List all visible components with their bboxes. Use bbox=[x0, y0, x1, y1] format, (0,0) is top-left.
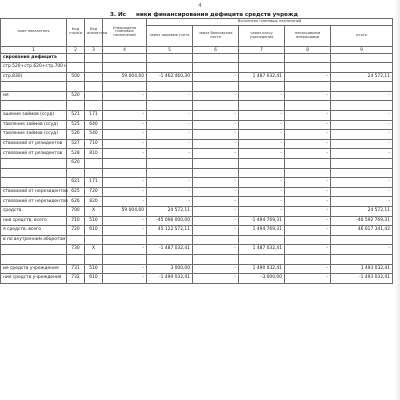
cell-personal bbox=[147, 235, 193, 245]
cell-code: 730 bbox=[67, 245, 85, 255]
cell-cash: 1 494 769,31 bbox=[239, 226, 285, 236]
cell-name: ствований от нерезидентов bbox=[1, 197, 67, 207]
cell-noncash: - bbox=[285, 226, 331, 236]
cell-noncash: - bbox=[285, 72, 331, 82]
cell-bank: - bbox=[193, 226, 239, 236]
cell-approved bbox=[103, 53, 147, 63]
cell-bank: - bbox=[193, 91, 239, 101]
cell-name: ния средств, всего bbox=[1, 216, 67, 226]
cell-cash: - bbox=[239, 130, 285, 140]
cell-name: я средств, всего bbox=[1, 226, 67, 236]
cell-total bbox=[331, 168, 393, 178]
cell-approved: - bbox=[103, 149, 147, 159]
cell-code: 621 bbox=[67, 178, 85, 188]
cell-bank: - bbox=[193, 216, 239, 226]
cell-code: 525 bbox=[67, 120, 85, 130]
cell-approved: - bbox=[103, 274, 147, 284]
cell-approved: - bbox=[103, 264, 147, 274]
cell-cash bbox=[239, 168, 285, 178]
cell-bank: - bbox=[193, 72, 239, 82]
cell-name bbox=[1, 254, 67, 264]
column-index-cell: 2 bbox=[67, 46, 85, 53]
cell-name bbox=[1, 101, 67, 111]
header-line-code: Код строки bbox=[67, 19, 85, 47]
cell-name: стр.830) bbox=[1, 72, 67, 82]
cell-personal: - bbox=[147, 178, 193, 188]
cell-an bbox=[85, 235, 103, 245]
cell-total: 24 572,11 bbox=[331, 72, 393, 82]
cell-personal: - bbox=[147, 197, 193, 207]
table-row bbox=[1, 168, 393, 178]
cell-name: ашение займов (ссуд) bbox=[1, 111, 67, 121]
cell-noncash bbox=[285, 53, 331, 63]
cell-cash: -1 494 769,31 bbox=[239, 216, 285, 226]
table-row bbox=[1, 53, 393, 63]
cell-cash: - bbox=[239, 139, 285, 149]
cell-cash bbox=[239, 53, 285, 63]
cell-approved: - bbox=[103, 197, 147, 207]
cell-cash: - bbox=[239, 207, 285, 217]
cell-code: 526 bbox=[67, 130, 85, 140]
cell-bank: - bbox=[193, 139, 239, 149]
cell-noncash: - bbox=[285, 245, 331, 255]
cell-bank: - bbox=[193, 207, 239, 217]
cell-code: 720 bbox=[67, 226, 85, 236]
cell-name: ия bbox=[1, 91, 67, 101]
cell-total: - bbox=[331, 91, 393, 101]
cell-noncash: - bbox=[285, 197, 331, 207]
table-row bbox=[1, 178, 393, 188]
cell-cash: -3 000,00 bbox=[239, 274, 285, 284]
table-row bbox=[1, 254, 393, 264]
cell-total: - bbox=[331, 139, 393, 149]
cell-personal: 3 000,00 bbox=[147, 264, 193, 274]
cell-cash: 1 487 032,41 bbox=[239, 72, 285, 82]
cell-code bbox=[67, 254, 85, 264]
cell-an bbox=[85, 63, 103, 73]
section-title-suffix: ники финансирования дефицита средств учрежд bbox=[135, 12, 298, 18]
cell-personal: - bbox=[147, 91, 193, 101]
cell-code: 620 bbox=[67, 159, 85, 169]
table-row bbox=[1, 91, 393, 101]
header-sub-total: итого bbox=[331, 25, 393, 46]
cell-bank: - bbox=[193, 120, 239, 130]
cell-an: 610 bbox=[85, 226, 103, 236]
cell-total: - bbox=[331, 130, 393, 140]
cell-an bbox=[85, 168, 103, 178]
cell-approved bbox=[103, 254, 147, 264]
cell-an bbox=[85, 53, 103, 63]
cell-bank bbox=[193, 53, 239, 63]
cell-approved bbox=[103, 159, 147, 169]
cell-bank bbox=[193, 82, 239, 92]
cell-name bbox=[1, 159, 67, 169]
cell-an: 820 bbox=[85, 197, 103, 207]
table-row bbox=[1, 139, 393, 149]
cell-an: 540 bbox=[85, 130, 103, 140]
cell-code: 521 bbox=[67, 111, 85, 121]
cell-noncash bbox=[285, 168, 331, 178]
cell-an: 171 bbox=[85, 111, 103, 121]
table-row bbox=[1, 63, 393, 73]
cell-cash bbox=[239, 63, 285, 73]
cell-personal bbox=[147, 63, 193, 73]
cell-name bbox=[1, 82, 67, 92]
cell-cash bbox=[239, 82, 285, 92]
cell-total: - bbox=[331, 111, 393, 121]
cell-approved: - bbox=[103, 216, 147, 226]
cell-cash: - bbox=[239, 187, 285, 197]
cell-personal bbox=[147, 53, 193, 63]
header-sub-bank: через банковские счета bbox=[193, 25, 239, 46]
cell-code: 625 bbox=[67, 187, 85, 197]
cell-personal: -1 462 460,30 bbox=[147, 72, 193, 82]
cell-approved bbox=[103, 101, 147, 111]
cell-approved: - bbox=[103, 111, 147, 121]
table-row bbox=[1, 235, 393, 245]
cell-code bbox=[67, 63, 85, 73]
cell-code bbox=[67, 235, 85, 245]
cell-approved: - bbox=[103, 178, 147, 188]
table-row bbox=[1, 264, 393, 274]
cell-bank: - bbox=[193, 178, 239, 188]
cell-personal: - bbox=[147, 149, 193, 159]
cell-bank bbox=[193, 168, 239, 178]
cell-an: 710 bbox=[85, 139, 103, 149]
header-sub-personal: через лицевые счета bbox=[147, 25, 193, 46]
table-row bbox=[1, 101, 393, 111]
cell-total: 24 572,11 bbox=[331, 207, 393, 217]
cell-name: сирования дефицита bbox=[1, 53, 67, 63]
cell-bank: - bbox=[193, 197, 239, 207]
cell-noncash: - bbox=[285, 178, 331, 188]
cell-noncash: - bbox=[285, 264, 331, 274]
cell-code bbox=[67, 82, 85, 92]
cell-noncash: - bbox=[285, 91, 331, 101]
cell-code: 731 bbox=[67, 264, 85, 274]
cell-total bbox=[331, 82, 393, 92]
table-row bbox=[1, 120, 393, 130]
cell-approved: - bbox=[103, 139, 147, 149]
cell-an bbox=[85, 82, 103, 92]
cell-code: 528 bbox=[67, 149, 85, 159]
financing-sources-table bbox=[0, 18, 393, 284]
header-budget-code: Код аналитики bbox=[85, 19, 103, 47]
cell-bank: - bbox=[193, 274, 239, 284]
cell-bank: - bbox=[193, 149, 239, 159]
cell-total bbox=[331, 101, 393, 111]
cell-name bbox=[1, 178, 67, 188]
cell-approved: - bbox=[103, 130, 147, 140]
cell-approved: - bbox=[103, 226, 147, 236]
column-index-cell: 7 bbox=[239, 46, 285, 53]
cell-name: тавление займов (ссуд) bbox=[1, 130, 67, 140]
cell-an bbox=[85, 101, 103, 111]
cell-code bbox=[67, 53, 85, 63]
cell-cash bbox=[239, 159, 285, 169]
cell-an bbox=[85, 91, 103, 101]
cell-code bbox=[67, 168, 85, 178]
table-row bbox=[1, 111, 393, 121]
page-number: 4 bbox=[198, 3, 202, 9]
cell-approved bbox=[103, 63, 147, 73]
cell-noncash: - bbox=[285, 216, 331, 226]
column-index-row bbox=[1, 46, 393, 53]
cell-name: тавление займов (ссуд) bbox=[1, 120, 67, 130]
cell-personal bbox=[147, 168, 193, 178]
cell-an: X bbox=[85, 207, 103, 217]
cell-name bbox=[1, 168, 67, 178]
cell-approved: 59 004,60 bbox=[103, 72, 147, 82]
cell-total bbox=[331, 159, 393, 169]
cell-cash: - bbox=[239, 91, 285, 101]
cell-an: 720 bbox=[85, 187, 103, 197]
cell-name: ие средств учреждения bbox=[1, 264, 67, 274]
table-row bbox=[1, 159, 393, 169]
cell-name: средств bbox=[1, 207, 67, 217]
cell-bank: - bbox=[193, 111, 239, 121]
cell-personal bbox=[147, 82, 193, 92]
cell-personal: 24 572,11 bbox=[147, 207, 193, 217]
cell-total: -46 592 769,31 bbox=[331, 216, 393, 226]
cell-cash: - bbox=[239, 120, 285, 130]
cell-personal: -45 098 000,00 bbox=[147, 216, 193, 226]
cell-noncash: - bbox=[285, 187, 331, 197]
cell-code: 527 bbox=[67, 139, 85, 149]
cell-total: - bbox=[331, 197, 393, 207]
cell-code: 710 bbox=[67, 216, 85, 226]
column-index-cell: 5 bbox=[147, 46, 193, 53]
cell-an: 610 bbox=[85, 274, 103, 284]
cell-bank: - bbox=[193, 187, 239, 197]
cell-approved: 59 004,60 bbox=[103, 207, 147, 217]
cell-personal bbox=[147, 101, 193, 111]
cell-approved bbox=[103, 168, 147, 178]
table-row bbox=[1, 130, 393, 140]
table-row bbox=[1, 197, 393, 207]
cell-an bbox=[85, 72, 103, 82]
cell-personal bbox=[147, 254, 193, 264]
cell-cash bbox=[239, 254, 285, 264]
cell-cash: - bbox=[239, 149, 285, 159]
cell-personal: - bbox=[147, 120, 193, 130]
table-row bbox=[1, 72, 393, 82]
cell-code: 700 bbox=[67, 207, 85, 217]
cell-name: ствований от нерезидентов bbox=[1, 187, 67, 197]
cell-approved: - bbox=[103, 120, 147, 130]
table-row bbox=[1, 187, 393, 197]
scan-edge bbox=[394, 0, 400, 400]
column-index-cell: 1 bbox=[1, 46, 67, 53]
cell-bank bbox=[193, 159, 239, 169]
cell-personal: -1 487 032,41 bbox=[147, 245, 193, 255]
table-row bbox=[1, 245, 393, 255]
table-row bbox=[1, 216, 393, 226]
cell-total bbox=[331, 53, 393, 63]
cell-approved bbox=[103, 82, 147, 92]
cell-noncash bbox=[285, 254, 331, 264]
cell-total bbox=[331, 63, 393, 73]
cell-an: 510 bbox=[85, 216, 103, 226]
header-approved: Утверждено плановых назначений bbox=[103, 19, 147, 47]
cell-noncash: - bbox=[285, 207, 331, 217]
table-row bbox=[1, 274, 393, 284]
table-row bbox=[1, 207, 393, 217]
cell-total: 46 617 341,42 bbox=[331, 226, 393, 236]
cell-bank bbox=[193, 63, 239, 73]
cell-total bbox=[331, 254, 393, 264]
cell-approved: - bbox=[103, 91, 147, 101]
cell-code bbox=[67, 101, 85, 111]
cell-approved bbox=[103, 235, 147, 245]
cell-bank bbox=[193, 235, 239, 245]
cell-name: ствований от резидентов bbox=[1, 149, 67, 159]
cell-total: - bbox=[331, 149, 393, 159]
cell-code: 500 bbox=[67, 72, 85, 82]
cell-noncash: - bbox=[285, 130, 331, 140]
cell-personal: - bbox=[147, 130, 193, 140]
cell-noncash: - bbox=[285, 149, 331, 159]
cell-personal: - bbox=[147, 139, 193, 149]
cell-noncash: - bbox=[285, 111, 331, 121]
cell-cash: - bbox=[239, 111, 285, 121]
cell-personal: - bbox=[147, 187, 193, 197]
cell-an: 171 bbox=[85, 178, 103, 188]
cell-personal: - bbox=[147, 111, 193, 121]
cell-an: 810 bbox=[85, 149, 103, 159]
cell-total: 1 493 032,41 bbox=[331, 264, 393, 274]
column-index-cell: 6 bbox=[193, 46, 239, 53]
cell-approved: - bbox=[103, 245, 147, 255]
cell-personal: -1 490 032,41 bbox=[147, 274, 193, 284]
cell-bank bbox=[193, 101, 239, 111]
cell-an: 640 bbox=[85, 120, 103, 130]
cell-approved: - bbox=[103, 187, 147, 197]
column-index-cell: 3 bbox=[85, 46, 103, 53]
cell-an bbox=[85, 159, 103, 169]
column-index-cell: 8 bbox=[285, 46, 331, 53]
cell-total: - bbox=[331, 187, 393, 197]
header-name: ание показателя bbox=[1, 19, 67, 47]
column-index-cell: 4 bbox=[103, 46, 147, 53]
cell-total: -1 493 032,41 bbox=[331, 274, 393, 284]
cell-noncash bbox=[285, 82, 331, 92]
cell-name: в по внутренним оборотам bbox=[1, 235, 67, 245]
cell-bank: - bbox=[193, 264, 239, 274]
header-executed-group: Исполнено плановых назначений bbox=[147, 19, 393, 26]
cell-noncash bbox=[285, 63, 331, 73]
cell-noncash: - bbox=[285, 139, 331, 149]
cell-an: 510 bbox=[85, 264, 103, 274]
cell-noncash bbox=[285, 235, 331, 245]
cell-cash bbox=[239, 235, 285, 245]
table-row bbox=[1, 82, 393, 92]
cell-code: 520 bbox=[67, 91, 85, 101]
header-sub-noncash: некассовыми операциями bbox=[285, 25, 331, 46]
table-row bbox=[1, 149, 393, 159]
cell-bank: - bbox=[193, 245, 239, 255]
cell-cash: 1 490 032,41 bbox=[239, 264, 285, 274]
cell-name: стр.520+стр.620+стр.700+ bbox=[1, 63, 67, 73]
cell-an bbox=[85, 254, 103, 264]
cell-total: - bbox=[331, 178, 393, 188]
cell-noncash: - bbox=[285, 274, 331, 284]
cell-name: ние средств учреждения bbox=[1, 274, 67, 284]
header-sub-cash: через кассу учреждения bbox=[239, 25, 285, 46]
cell-name: ствований от резидентов bbox=[1, 139, 67, 149]
cell-bank: - bbox=[193, 130, 239, 140]
cell-code: 626 bbox=[67, 197, 85, 207]
cell-code: 732 bbox=[67, 274, 85, 284]
cell-name bbox=[1, 245, 67, 255]
section-title-prefix: 3. Ис bbox=[110, 12, 126, 18]
cell-an: X bbox=[85, 245, 103, 255]
cell-total: - bbox=[331, 120, 393, 130]
cell-noncash bbox=[285, 101, 331, 111]
cell-personal bbox=[147, 159, 193, 169]
cell-noncash bbox=[285, 159, 331, 169]
column-index-cell: 9 bbox=[331, 46, 393, 53]
cell-bank bbox=[193, 254, 239, 264]
cell-cash: - bbox=[239, 178, 285, 188]
cell-cash: 1 487 032,41 bbox=[239, 245, 285, 255]
cell-cash bbox=[239, 101, 285, 111]
cell-cash: - bbox=[239, 197, 285, 207]
cell-total: - bbox=[331, 245, 393, 255]
cell-personal: 45 122 572,11 bbox=[147, 226, 193, 236]
table-row bbox=[1, 226, 393, 236]
cell-total bbox=[331, 235, 393, 245]
cell-noncash: - bbox=[285, 120, 331, 130]
